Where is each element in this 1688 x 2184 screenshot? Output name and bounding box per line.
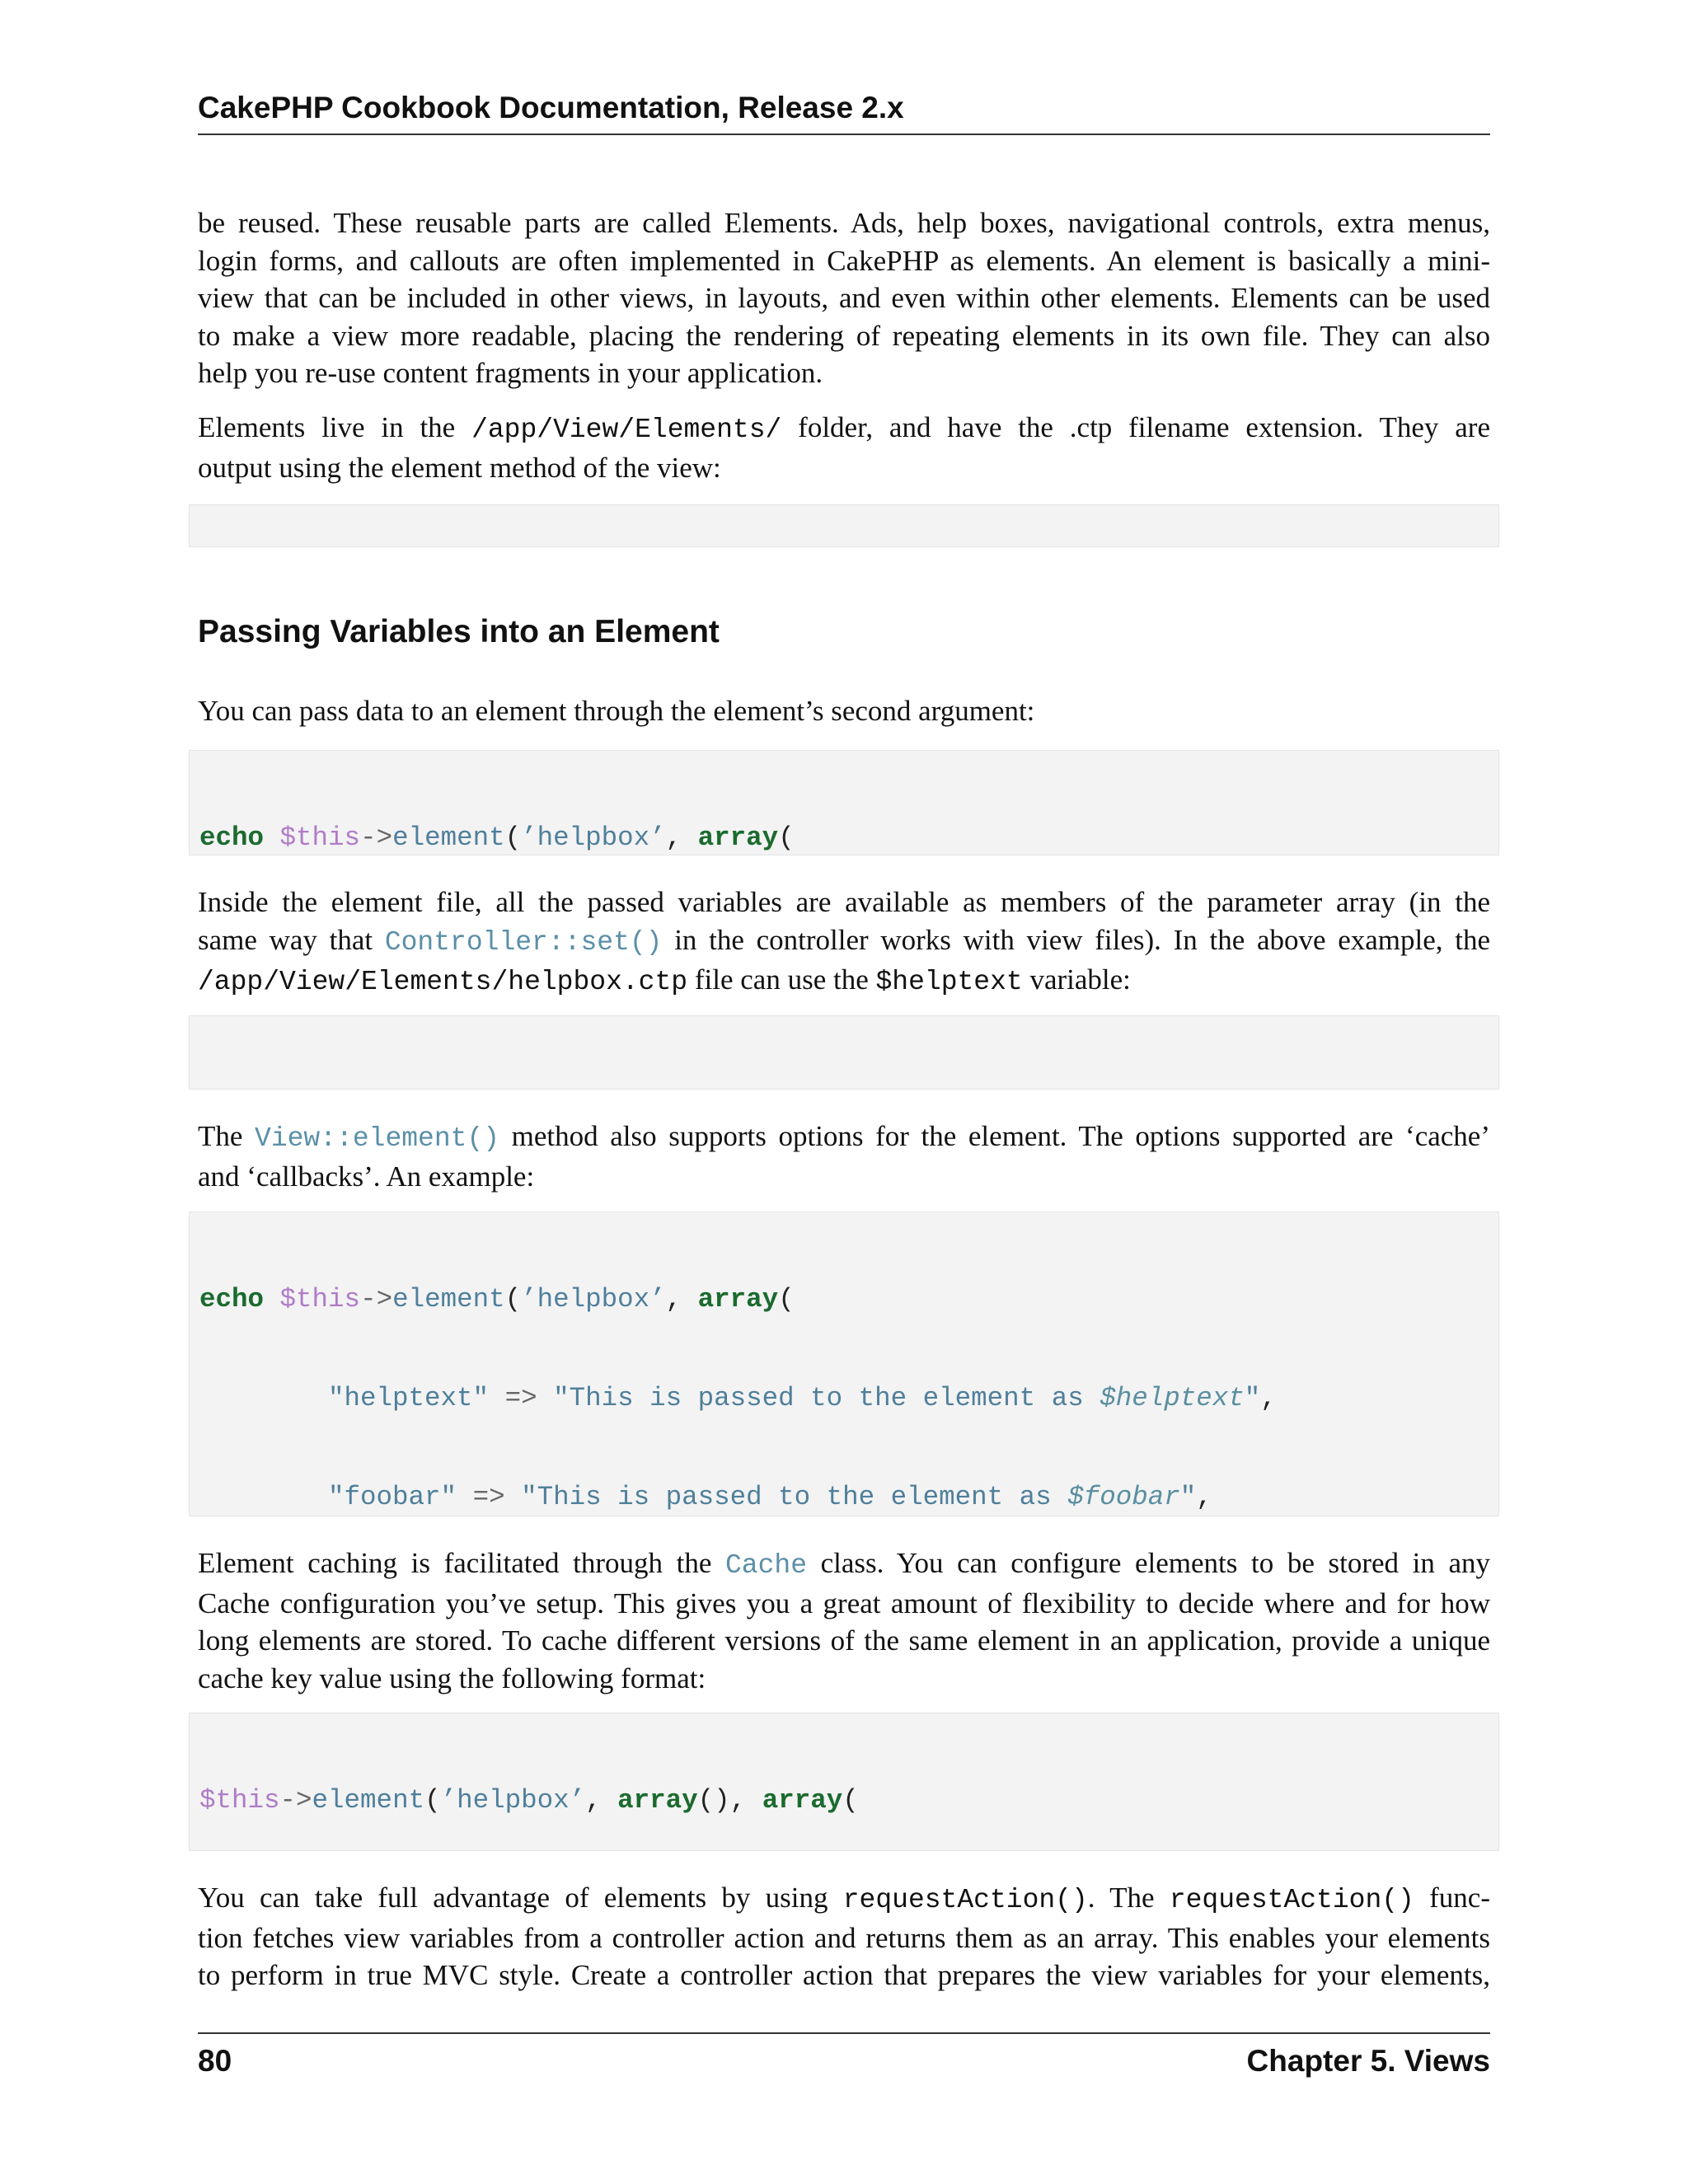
code-line [199, 1481, 1489, 1514]
text-line [198, 409, 1490, 449]
paragraph-inside-element [198, 883, 1490, 1001]
text-run: same way that [198, 923, 385, 956]
code-operator: -> [360, 1284, 393, 1315]
text-run: method also supports options for the element. The options supported are ‘cache’ [499, 1120, 1490, 1152]
code-string: " [1179, 1482, 1197, 1512]
code-interpolated-variable: $foobar [1067, 1482, 1180, 1512]
inline-code-variable: $helptext [875, 967, 1023, 997]
footer-rule [198, 2032, 1490, 2034]
text-line: Inside the element file, all the passed variables are available as members of the parameter array (in the [198, 886, 1490, 918]
code-keyword: array [697, 1284, 779, 1315]
header-title: CakePHP Cookbook Documentation, Release 2.x [198, 91, 904, 124]
paragraph-elements-intro [198, 204, 1490, 392]
code-keyword: array [762, 1785, 843, 1816]
code-block-element-options [189, 1212, 1499, 1516]
code-string: ’helpbox’ [521, 823, 666, 853]
text-run: in the controller works with view files). In the above example, the [662, 923, 1490, 956]
code-line [199, 1283, 1489, 1316]
code-block-helpbox-ctp [189, 1015, 1499, 1090]
text-run: The [198, 1120, 256, 1152]
text-line: view that can be included in other views, in layouts, and even within other elements. Elements can be used [198, 282, 1490, 314]
code-punct: ( [504, 1284, 522, 1315]
inline-code-path: /app/View/Elements/helpbox.ctp [198, 967, 688, 997]
code-function: element [392, 823, 505, 853]
code-punct: ( [424, 1785, 441, 1816]
inline-code-link[interactable]: View::element() [255, 1123, 500, 1154]
inline-code-link[interactable]: Controller::set() [384, 926, 663, 958]
inline-code-path: /app/View/Elements/ [471, 415, 782, 445]
code-comment [199, 1087, 1489, 1090]
text-line: and ‘callbacks’. An example: [198, 1160, 535, 1193]
code-block-element-call [189, 504, 1499, 547]
code-operator: -> [360, 823, 393, 853]
paragraph-element-options [198, 1118, 1490, 1195]
code-keyword: array [617, 1785, 698, 1816]
code-punct: , [665, 823, 698, 853]
code-line [199, 1784, 1489, 1817]
text-line: login forms, and callouts are often implemented in CakePHP as elements. An element is basically a mini- [198, 244, 1490, 277]
running-header [198, 91, 1490, 125]
code-punct: ( [778, 823, 795, 853]
code-operator: -> [279, 1785, 312, 1816]
text-run: Elements live in the [198, 411, 472, 443]
code-punct: ( [778, 1284, 795, 1315]
code-operator: => [457, 1482, 522, 1512]
text-line: tion fetches view variables from a controller action and returns them as an array. This enables your elements [198, 1921, 1490, 1954]
text-run: variable: [1022, 963, 1131, 996]
code-block-pass-array [189, 750, 1499, 855]
text-line: to perform in true MVC style. Create a controller action that prepares the view variables for your elements, [198, 1959, 1490, 1991]
code-variable: $this [279, 823, 361, 853]
paragraph-element-caching [198, 1544, 1490, 1697]
section-heading: Passing Variables into an Element [198, 614, 720, 649]
text-run: You can take full advantage of elements by using [198, 1882, 843, 1914]
text-line: help you re-use content fragments in your application. [198, 357, 823, 389]
code-keyword: echo [199, 823, 265, 853]
code-interpolated-variable: $helptext [1100, 1383, 1245, 1413]
text-line: Cache configuration you’ve setup. This gives you a great amount of flexibility to decide where and for how [198, 1586, 1490, 1619]
code-function: element [312, 1785, 425, 1816]
code-punct: ( [842, 1785, 859, 1816]
text-line: output using the element method of the view: [198, 451, 721, 484]
text-run: . The [1087, 1882, 1170, 1914]
inline-code-link[interactable]: Cache [725, 1550, 808, 1581]
inline-code-function: requestAction() [1169, 1885, 1414, 1915]
paragraph-pass-data [198, 692, 1490, 730]
code-punct: , [585, 1785, 618, 1816]
code-punct: ( [504, 823, 522, 853]
text-run: Element caching is facilitated through the [198, 1547, 725, 1579]
code-punct: (), [697, 1785, 762, 1816]
code-string: ’helpbox’ [440, 1785, 586, 1816]
paragraph-elements-location [198, 409, 1490, 486]
header-rule [198, 134, 1490, 135]
inline-code-function: requestAction() [842, 1885, 1088, 1915]
text-line: You can pass data to an element through the element’s second argument: [198, 695, 1035, 727]
code-punct: , [1260, 1383, 1277, 1413]
text-line [198, 961, 1490, 1001]
text-line: to make a view more readable, placing the rendering of repeating elements in its own file. They can also [198, 319, 1490, 352]
code-operator: => [489, 1383, 554, 1413]
code-keyword: array [697, 823, 779, 853]
code-string: "This is passed to the element as [553, 1383, 1100, 1413]
text-line [198, 1118, 1490, 1158]
code-block-cache-key [189, 1713, 1499, 1851]
text-line [198, 921, 1490, 962]
code-variable: $this [279, 1284, 361, 1315]
text-run: class. You can configure elements to be stored in any [807, 1547, 1490, 1579]
text-line [198, 1879, 1490, 1919]
text-line: long elements are stored. To cache different versions of the same element in an application, provide a unique [198, 1624, 1490, 1657]
code-string: "helptext" [328, 1383, 490, 1413]
text-run: func- [1414, 1882, 1490, 1914]
text-line [198, 1544, 1490, 1585]
text-line: cache key value using the following format: [198, 1661, 706, 1694]
code-punct: , [1196, 1482, 1212, 1512]
code-variable: $this [199, 1785, 280, 1816]
text-run: file can use the [687, 963, 876, 996]
paragraph-request-action [198, 1879, 1490, 1994]
text-line: be reused. These reusable parts are called Elements. Ads, help boxes, navigational controls, extra menus, [198, 207, 1490, 239]
text-run: folder, and have the .ctp filename extension. They are [781, 411, 1490, 443]
code-line [199, 1382, 1489, 1415]
code-string: "This is passed to the element as [521, 1482, 1068, 1512]
code-string: "foobar" [328, 1482, 457, 1512]
chapter-title: Chapter 5. Views [1246, 2044, 1490, 2078]
code-string: ’helpbox’ [521, 1284, 666, 1315]
code-function: element [392, 1284, 505, 1315]
code-keyword: echo [199, 1284, 265, 1315]
code-line [199, 822, 1489, 855]
page-number: 80 [198, 2044, 232, 2078]
code-string: " [1244, 1383, 1261, 1413]
code-punct: , [665, 1284, 698, 1315]
